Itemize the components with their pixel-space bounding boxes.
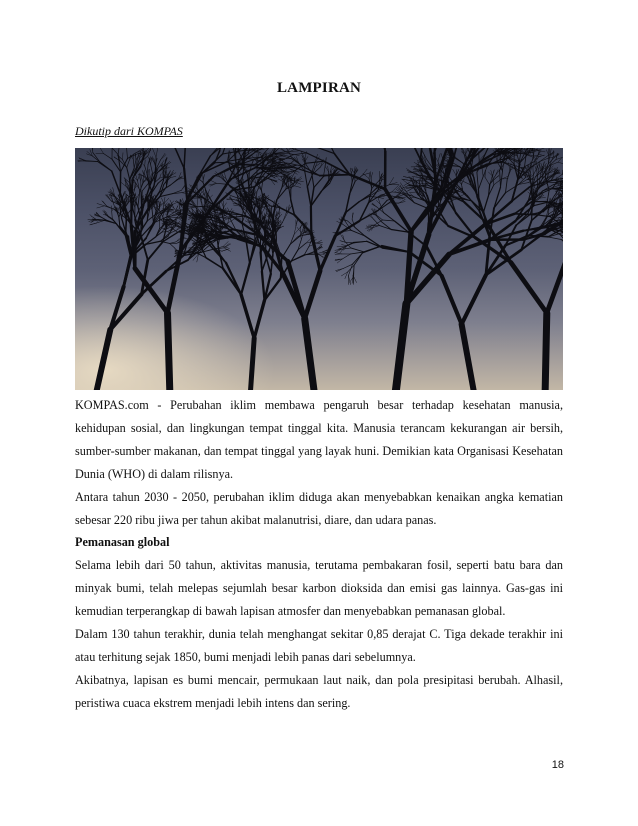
paragraph: Dalam 130 tahun terakhir, dunia telah menghangat sekitar 0,85 derajat C. Tiga dekade terakhir ini atau terhitung sejak 1850, bumi menjadi lebih panas dari sebelumnya. <box>75 627 563 664</box>
paragraph: Antara tahun 2030 - 2050, perubahan iklim diduga akan menyebabkan kenaikan angka kematian sebesar 220 ribu jiwa per tahun akibat malanutrisi, diare, dan udara panas. <box>75 489 563 527</box>
source-label: Dikutip dari KOMPAS <box>75 124 183 138</box>
body-text <box>75 394 563 715</box>
bare-trees-photo <box>75 148 563 390</box>
page-title: LAMPIRAN <box>276 80 362 96</box>
paragraph: KOMPAS.com - Perubahan iklim membawa pengaruh besar terhadap kesehatan manusia, kehidupan sosial, dan lingkungan tempat tinggal kita. Manusia terancam kekurangan air bersih, sumber-sumber makanan, dan tempat tinggal yang layak huni. Demikian kata Organisasi Kesehatan Dunia (WHO) di dalam rilisnya. <box>75 398 563 481</box>
tree-silhouette-image <box>75 148 563 390</box>
page-number: 18 <box>551 759 564 771</box>
paragraph: Selama lebih dari 50 tahun, aktivitas manusia, terutama pembakaran fosil, seperti batu bara dan minyak bumi, telah melepas sejumlah besar karbon dioksida dan emisi gas lainnya. Gas-gas ini kemudian terperangkap di bawah lapisan atmosfer dan menyebabkan pemanasan global. <box>75 558 563 619</box>
paragraph: Akibatnya, lapisan es bumi mencair, permukaan laut naik, dan pola presipitasi berubah. Alhasil, peristiwa cuaca ekstrem menjadi lebih intens dan sering. <box>75 672 563 710</box>
section-heading: Pemanasan global <box>75 535 170 550</box>
